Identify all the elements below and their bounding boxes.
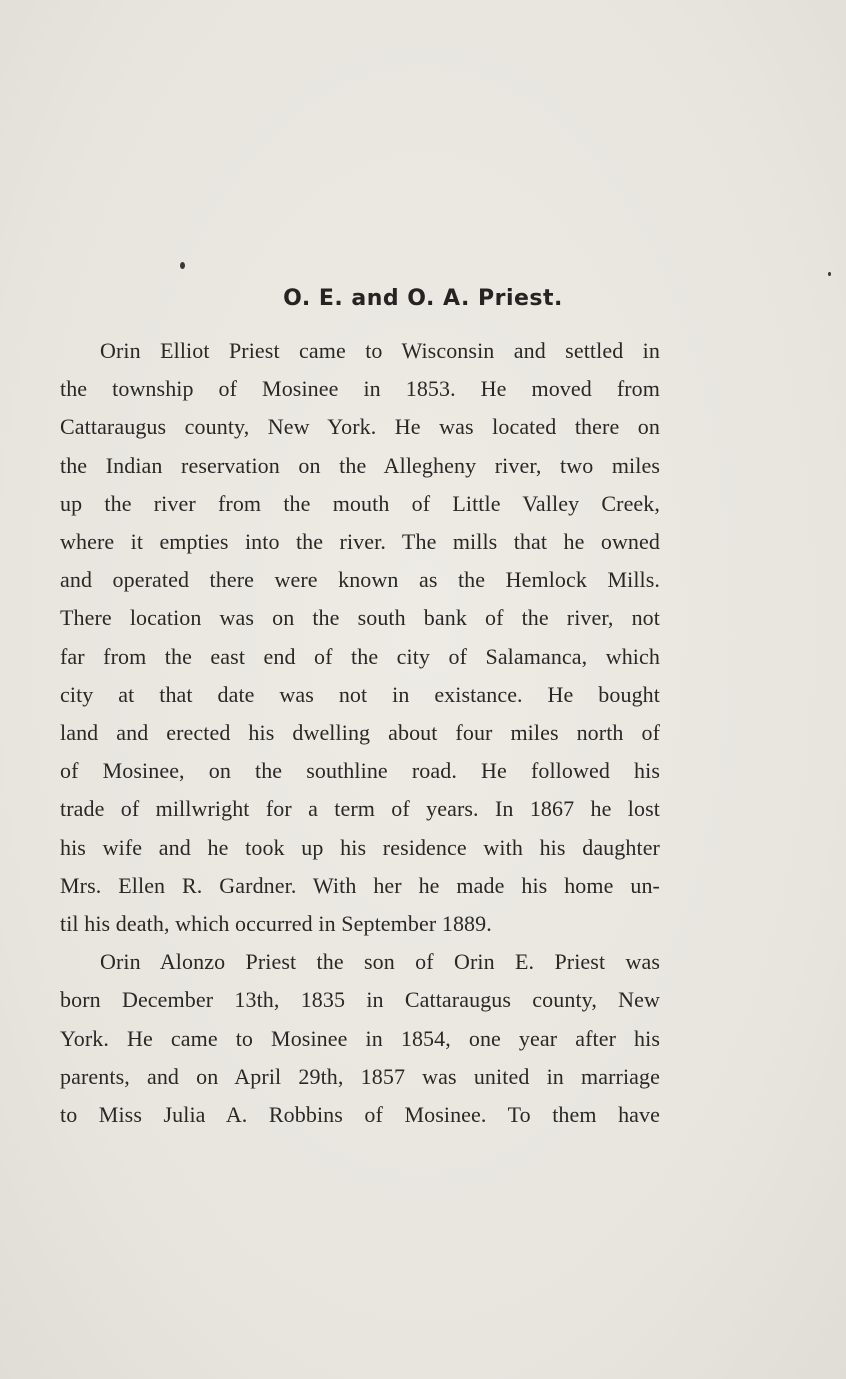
text-line: born December 13th, 1835 in Cattaraugus county, New [60,987,660,1013]
text-line: the Indian reservation on the Allegheny river, two miles [60,452,660,478]
text-line: up the river from the mouth of Little Valley Creek, [60,490,660,516]
text-line: York. He came to Mosinee in 1854, one year after his [60,1025,660,1051]
ink-speck [180,262,185,269]
text-line: til his death, which occurred in September 1889. [60,911,492,937]
text-line: to Miss Julia A. Robbins of Mosinee. To them have [60,1102,660,1128]
ink-speck [828,272,831,276]
text-line: city at that date was not in existance. He bought [60,681,660,707]
text-line: and operated there were known as the Hemlock Mills. [60,567,660,593]
text-line: There location was on the south bank of the river, not [60,605,660,631]
text-line: trade of millwright for a term of years. In 1867 he lost [60,796,660,822]
text-line: Orin Elliot Priest came to Wisconsin and settled in [100,338,660,363]
paragraph-1 [60,332,660,943]
body-text [60,332,660,1134]
text-line: the township of Mosinee in 1853. He moved from [60,376,660,402]
text-line: Orin Alonzo Priest the son of Orin E. Priest was [100,949,660,975]
text-line: of Mosinee, on the southline road. He followed his [60,758,660,784]
text-line: far from the east end of the city of Salamanca, which [60,643,660,669]
page-title: O. E. and O. A. Priest. [283,286,563,311]
text-line: land and erected his dwelling about four miles north of [60,720,660,746]
text-line: parents, and on April 29th, 1857 was united in marriage [60,1063,660,1089]
text-line: his wife and he took up his residence with his daughter [60,834,660,860]
text-line: Mrs. Ellen R. Gardner. With her he made his home un- [60,872,660,898]
text-line: Cattaraugus county, New York. He was located there on [60,414,660,440]
text-line: where it empties into the river. The mills that he owned [60,529,660,555]
paragraph-2 [60,943,660,1134]
